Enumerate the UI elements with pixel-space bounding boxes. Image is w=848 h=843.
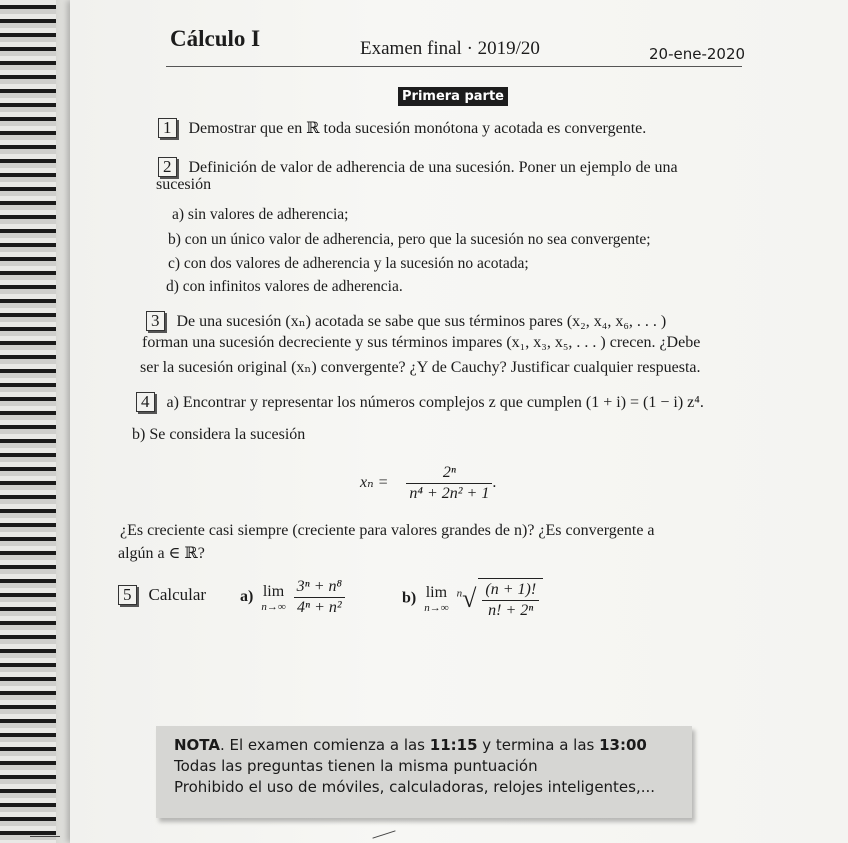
section-label: Primera parte: [398, 87, 508, 106]
limit-operator: [261, 583, 285, 613]
question-3: [146, 311, 666, 331]
note-line-3: Prohibido el uso de móviles, calculadoras, relojes inteligentes,...: [174, 778, 656, 796]
question-number: 4: [136, 392, 155, 412]
question-number: 5: [118, 585, 137, 605]
lim-subscript: n→∞: [424, 602, 449, 614]
question-part-b: b) Se considera la sucesión: [132, 426, 306, 443]
note-start-time: 11:15: [429, 736, 478, 754]
limit-label: b): [402, 589, 417, 607]
sequence-lhs: xₙ =: [360, 474, 389, 492]
header-rule: [166, 66, 742, 67]
list-item: c) con dos valores de adherencia y la sucesión no acotada;: [168, 255, 529, 272]
note-text: y termina a las: [477, 736, 600, 754]
lim-text: lim: [425, 584, 448, 601]
limit-a: [240, 578, 345, 617]
question-number: 1: [158, 118, 177, 138]
question-text-continued: forman una sucesión decreciente y sus términos impares (x₁, x₃, x₅, . . . ) crecen. ¿Debe: [142, 334, 701, 351]
limit-b: [402, 578, 543, 620]
question-text: Demostrar que en ℝ toda sucesión monótona y acotada es convergente.: [188, 120, 647, 137]
page-edge-mark: [30, 836, 60, 837]
question-text-continued: ¿Es creciente casi siempre (creciente para valores grandes de n)? ¿Es convergente a: [120, 522, 655, 539]
list-item: d) con infinitos valores de adherencia.: [166, 278, 403, 295]
sequence-numerator: 2ⁿ: [406, 464, 492, 484]
note-box: [156, 726, 692, 818]
root-sign: √: [462, 584, 477, 613]
question-text: Calcular: [148, 585, 207, 604]
question-number: 2: [158, 157, 177, 177]
question-text-continued: sucesión: [156, 176, 212, 193]
limit-denominator: 4ⁿ + n²: [297, 599, 342, 616]
note-end-time: 13:00: [599, 736, 647, 754]
question-text-continued: ser la sucesión original (xₙ) convergente? ¿Y de Cauchy? Justificar cualquier respuesta.: [140, 359, 701, 376]
note-line-1: [174, 736, 674, 754]
limit-fraction: [294, 578, 345, 617]
root-body: [478, 578, 543, 620]
sequence-fraction: [406, 464, 492, 503]
question-text: Definición de valor de adherencia de una sucesión. Poner un ejemplo de una: [188, 159, 678, 176]
list-item: a) sin valores de adherencia;: [172, 206, 349, 223]
sequence-formula: [360, 464, 496, 503]
limit-fraction: [482, 581, 539, 620]
lim-text: lim: [262, 582, 285, 600]
question-text: De una sucesión (xₙ) acotada se sabe que sus términos pares (x₂, x₄, x₆, . . . ): [176, 313, 667, 330]
note-line-2: Todas las preguntas tienen la misma puntuación: [174, 757, 538, 775]
limit-label: a): [240, 588, 254, 606]
question-1: [158, 118, 646, 138]
question-text-continued: algún a ∈ ℝ?: [118, 545, 205, 562]
note-prefix: NOTA: [174, 736, 220, 754]
exam-date: 20-ene-2020: [649, 45, 746, 63]
root-index: n: [456, 587, 463, 600]
sequence-denominator: n⁴ + 2n² + 1: [409, 485, 490, 502]
sequence-period: .: [492, 474, 497, 492]
limit-operator: [424, 584, 448, 614]
exam-title: Examen final · 2019/20: [360, 38, 540, 59]
question-text: a) Encontrar y representar los números complejos z que cumplen (1 + i) = (1 − i) z⁴.: [166, 394, 704, 411]
question-4: [136, 392, 704, 412]
limit-numerator: 3ⁿ + n⁸: [294, 578, 345, 598]
spiral-binding: [0, 0, 78, 843]
question-2: [158, 157, 678, 177]
exam-page: [70, 0, 848, 843]
question-5: [118, 585, 206, 605]
list-item: b) con un único valor de adherencia, pero que la sucesión no sea convergente;: [168, 231, 651, 248]
note-text: . El examen comienza a las: [219, 736, 430, 754]
course-title: Cálculo I: [170, 26, 261, 51]
question-number: 3: [146, 311, 165, 331]
lim-subscript: n→∞: [261, 600, 286, 613]
limit-numerator: (n + 1)!: [482, 581, 539, 601]
limit-denominator: n! + 2ⁿ: [488, 602, 534, 619]
pen-mark: [372, 830, 395, 838]
